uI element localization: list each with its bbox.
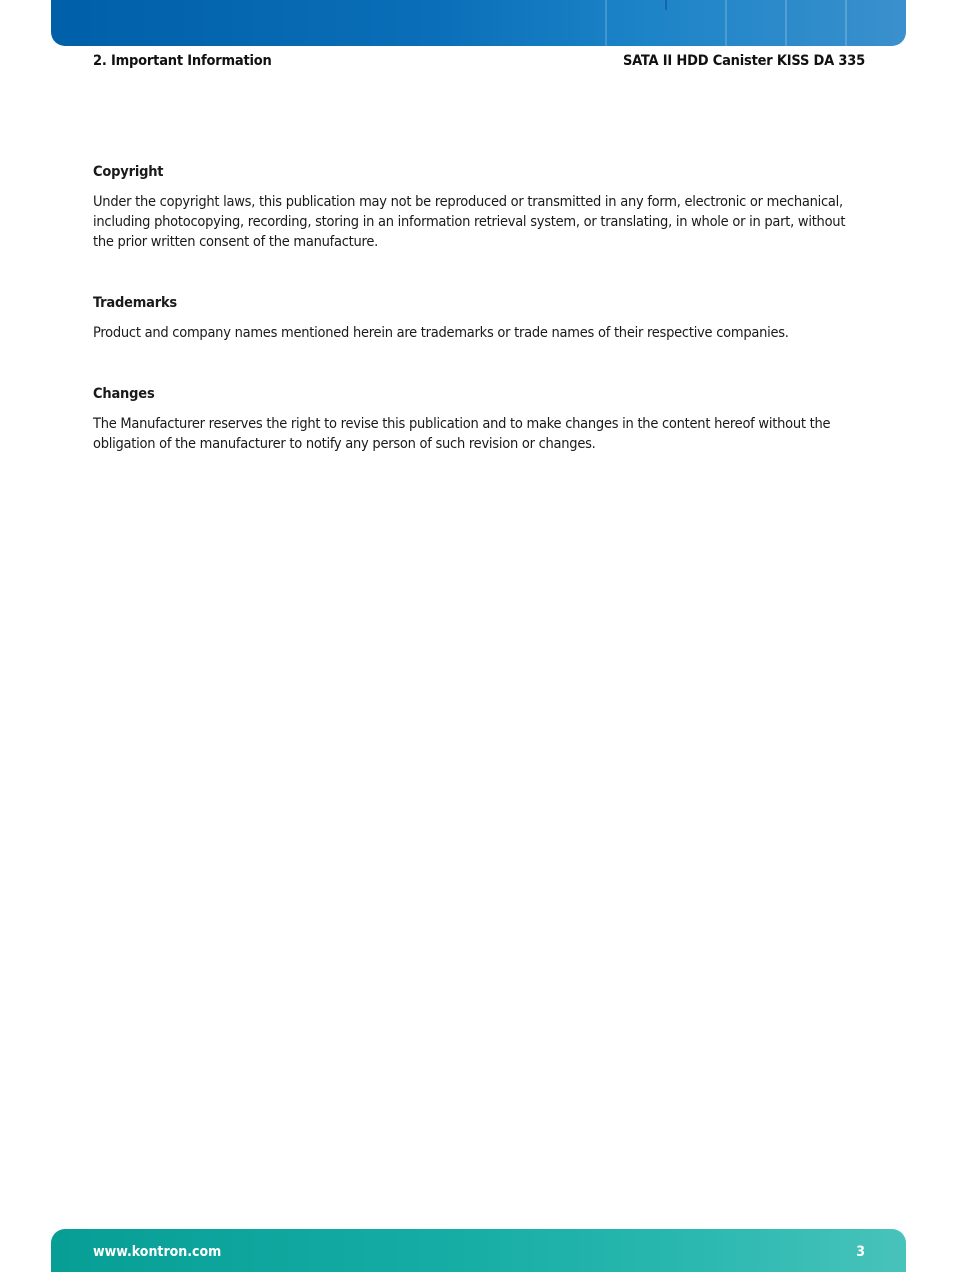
section-heading: Trademarks [93, 295, 178, 311]
header-banner [51, 0, 906, 46]
section-heading: Changes [93, 386, 155, 402]
section-changes [93, 384, 868, 454]
section-trademarks [93, 293, 868, 343]
banner-texture-decoration [586, 0, 906, 46]
page-number: 3 [856, 1244, 865, 1260]
section-body: Under the copyright laws, this publication may not be reproduced or transmitted in any form, electronic or mechanical, including photocopying, recording, storing in an information retrieval system, or translating, in whole or in part, without the prior written consent of the manufacture. [93, 194, 846, 250]
footer-website-link[interactable]: www.kontron.com [93, 1244, 222, 1260]
section-body: Product and company names mentioned herein are trademarks or trade names of their respective companies. [93, 325, 789, 341]
section-heading: Copyright [93, 164, 164, 180]
section-copyright [93, 162, 868, 252]
running-header-document-title: SATA II HDD Canister KISS DA 335 [622, 53, 865, 69]
section-body: The Manufacturer reserves the right to revise this publication and to make changes in the content hereof without the obligation of the manufacturer to notify any person of such revision or changes. [93, 416, 831, 452]
footer-bar [51, 1229, 906, 1272]
running-header-section: 2. Important Information [93, 53, 272, 69]
